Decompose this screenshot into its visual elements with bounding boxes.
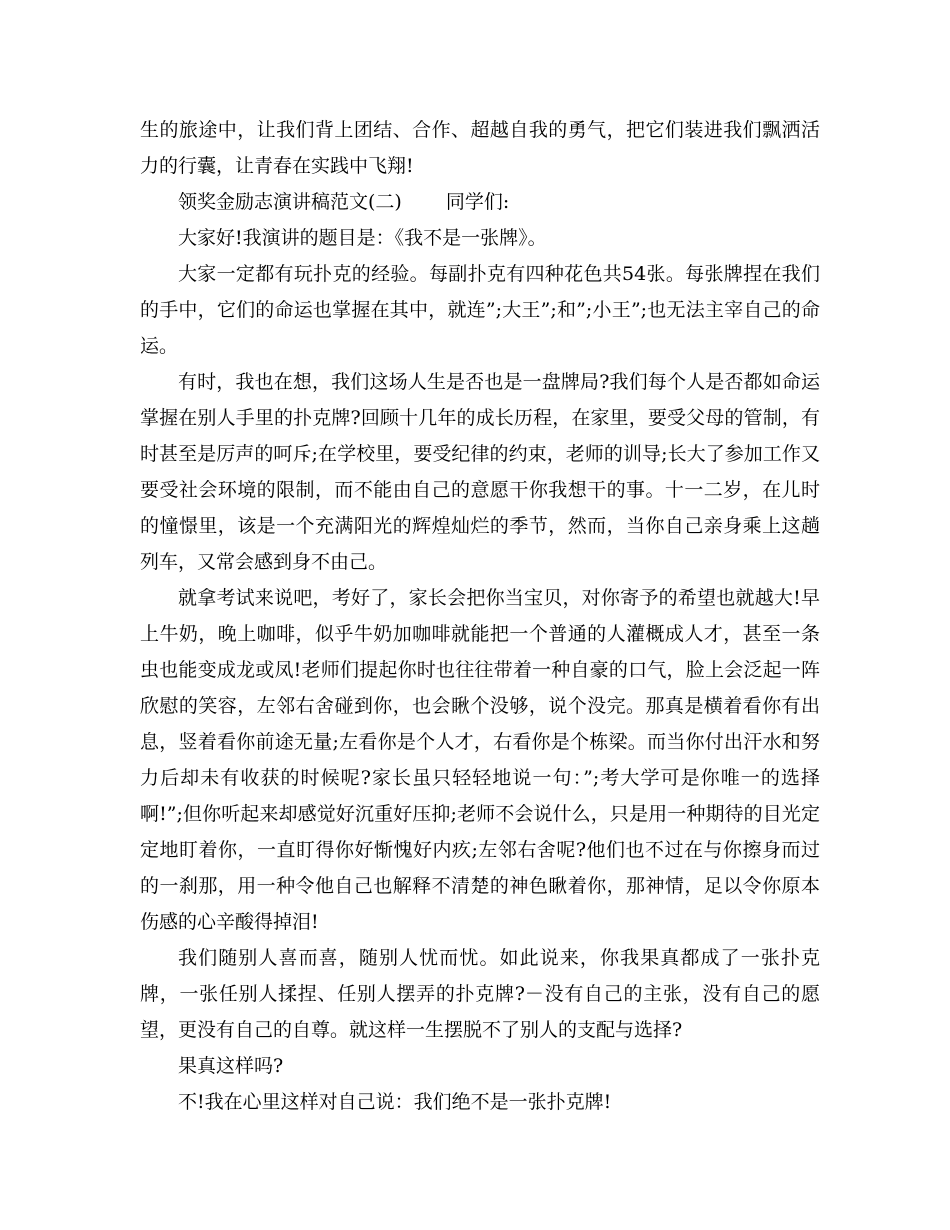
- speech-salutation: 同学们:: [445, 191, 510, 213]
- paragraph: 大家好!我演讲的题目是：《我不是一张牌》。: [178, 227, 547, 249]
- document-body: [140, 112, 820, 1120]
- paragraph: 就拿考试来说吧，考好了，家长会把你当宝贝，对你寄予的希望也就越大!早上牛奶，晚上咖啡，似乎牛奶加咖啡就能把一个普通的人灌概成人才，甚至一条虫也能变成龙或凤!老师们提起你时也往往带着一种自豪的口气，脸上会泛起一阵欣慰的笑容，左邻右舍碰到你，也会瞅个没够，说个没完。那真是横着看你有出息，竖着看你前途无量;左看你是个人才，右看你是个栋梁。而当你付出汗水和努力后却未有收获的时候呢?家长虽只轻轻地说一句：”;考大学可是你唯一的选择啊!”;但你听起来却感觉好沉重好压抑;老师不会说什么，只是用一种期待的目光定定地盯着你，一直盯得你好惭愧好内疚;左邻右舍呢?他们也不过在与你擦身而过的一刹那，用一种令他自己也解释不清楚的神色瞅着你，那神情，足以令你原本伤感的心辛酸得掉泪!: [140, 587, 820, 933]
- paragraph: 我们随别人喜而喜，随别人忧而忧。如此说来，你我果真都成了一张扑克牌，一张任别人揉捏、任别人摆弄的扑克牌?－没有自己的主张，没有自己的愿望，更没有自己的自尊。就这样一生摆脱不了别人的支配与选择?: [140, 947, 820, 1041]
- speech-title: 领奖金励志演讲稿范文(二): [178, 191, 402, 213]
- paragraph: 不!我在心里这样对自己说：我们绝不是一张扑克牌!: [178, 1091, 612, 1113]
- paragraph-title-line: [140, 184, 820, 220]
- paragraph: 大家一定都有玩扑克的经验。每副扑克有四种花色共54张。每张牌捏在我们的手中，它们的命运也掌握在其中，就连”;大王”;和”;小王”;也无法主宰自己的命运。: [140, 263, 820, 357]
- paragraph: 果真这样吗?: [178, 1055, 284, 1077]
- paragraph-continuation: 生的旅途中，让我们背上团结、合作、超越自我的勇气，把它们装进我们飘洒活力的行囊，让青春在实践中飞翔!: [140, 119, 820, 177]
- paragraph: 有时，我也在想，我们这场人生是否也是一盘牌局?我们每个人是否都如命运掌握在别人手里的扑克牌?回顾十几年的成长历程，在家里，要受父母的管制，有时甚至是厉声的呵斥;在学校里，要受纪律的约束，老师的训导;长大了参加工作又要受社会环境的限制，而不能由自己的意愿干你我想干的事。十一二岁，在儿时的憧憬里，该是一个充满阳光的辉煌灿烂的季节，然而，当你自己亲身乘上这趟列车，又常会感到身不由己。: [140, 371, 820, 573]
